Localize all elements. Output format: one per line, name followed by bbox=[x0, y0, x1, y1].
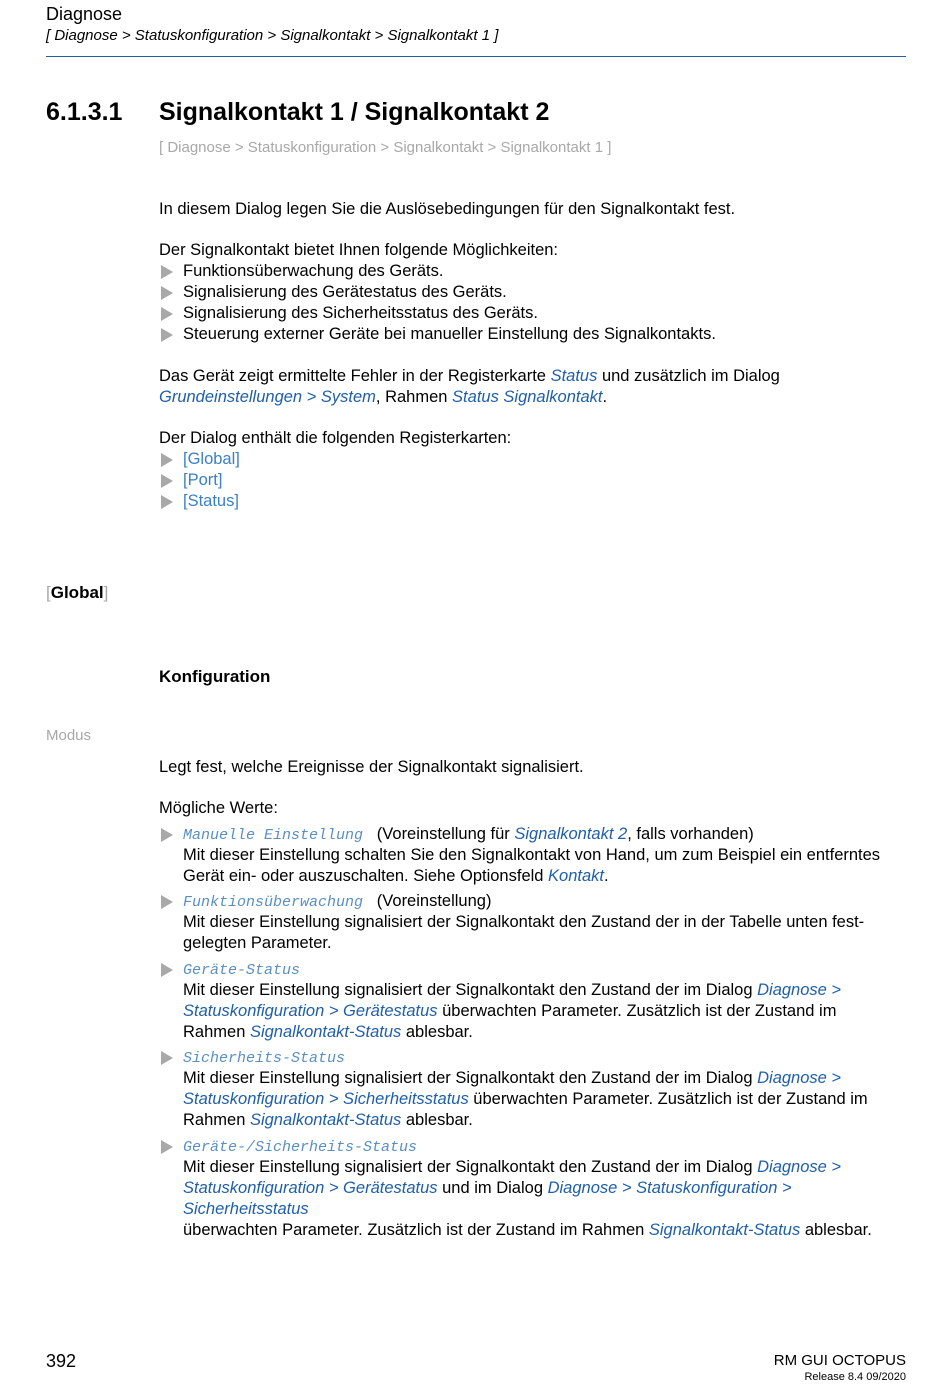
sicherheitsstatus-link[interactable]: Statuskonfiguration > Sicherheitsstatus bbox=[183, 1090, 469, 1108]
signalkontakt-status-link[interactable]: Signalkontakt-Status bbox=[249, 1023, 402, 1041]
section-title: Signalkontakt 1 / Signalkontakt 2 bbox=[159, 98, 550, 126]
modus-description: Legt fest, welche Ereignisse der Signalkontakt signalisiert. bbox=[159, 758, 584, 776]
bullet-triangle-icon bbox=[161, 1140, 173, 1154]
bullet-triangle-icon bbox=[161, 495, 173, 509]
diagnose-link[interactable]: Diagnose > bbox=[757, 981, 842, 999]
running-header-breadcrumb: [ Diagnose > Statuskonfiguration > Signalkontakt > Signalkontakt 1 ] bbox=[46, 27, 499, 44]
bullet-triangle-icon bbox=[161, 1051, 173, 1065]
section-heading bbox=[46, 98, 549, 127]
options-intro: Der Signalkontakt bietet Ihnen folgende Möglichkeiten: bbox=[159, 241, 559, 259]
release-info: Release 8.4 09/2020 bbox=[804, 1371, 906, 1383]
value-description: Mit dieser Einstellung signalisiert der Signalkontakt den Zustand der im Dialog Diagnose > Statuskonfiguration > Gerätestatus und im Dialog Diagnose > Statuskonfiguration > Sicherheitsstatus überwachten Parameter. Zusätzlich ist der Zustand im Rahmen Signalkontakt-Status ablesbar. bbox=[183, 1158, 872, 1239]
value-description: Mit dieser Einstellung signalisiert der Signalkontakt den Zustand der in der Tabelle unten fest- gelegten Parameter. bbox=[183, 913, 865, 952]
status-signalkontakt-link[interactable]: Status Signalkontakt bbox=[452, 388, 603, 406]
status-tab-link[interactable]: Status bbox=[550, 367, 598, 385]
value-description: Mit dieser Einstellung signalisiert der Signalkontakt den Zustand der im Dialog Diagnose > Statuskonfiguration > Sicherheitsstatus überwachten Parameter. Zusätzlich ist der Zustand im Rahmen Signalkontakt-Status ablesbar. bbox=[183, 1069, 868, 1129]
header-divider bbox=[46, 56, 906, 57]
possible-values-label: Mögliche Werte: bbox=[159, 799, 278, 817]
bullet-triangle-icon bbox=[161, 895, 173, 909]
running-header-title: Diagnose bbox=[46, 4, 123, 24]
signalkontakt-status-link[interactable]: Signalkontakt-Status bbox=[249, 1111, 402, 1129]
section-path: [ Diagnose > Statuskonfiguration > Signalkontakt > Signalkontakt 1 ] bbox=[159, 139, 612, 156]
tabs-intro: Der Dialog enthält die folgenden Registerkarten: bbox=[159, 429, 512, 447]
bullet-triangle-icon bbox=[161, 474, 173, 488]
bullet-triangle-icon bbox=[161, 307, 173, 321]
bullet-triangle-icon bbox=[161, 828, 173, 842]
signalkontakt-status-link[interactable]: Signalkontakt-Status bbox=[648, 1221, 801, 1239]
bullet-triangle-icon bbox=[161, 265, 173, 279]
intro-paragraph: In diesem Dialog legen Sie die Auslösebedingungen für den Signalkontakt fest. bbox=[159, 200, 736, 218]
bullet-triangle-icon bbox=[161, 453, 173, 467]
value-description: Mit dieser Einstellung schalten Sie den Signalkontakt von Hand, um zum Beispiel ein entferntes Gerät ein- oder auszuschalten. Siehe Optionsfeld Kontakt. bbox=[183, 846, 881, 885]
geraetestatus-link[interactable]: Statuskonfiguration > Gerätestatus bbox=[183, 1002, 438, 1020]
bullet-triangle-icon bbox=[161, 286, 173, 300]
bullet-triangle-icon bbox=[161, 328, 173, 342]
bullet-triangle-icon bbox=[161, 963, 173, 977]
page-number: 392 bbox=[46, 1351, 77, 1371]
diagnose-link[interactable]: Diagnose > bbox=[757, 1069, 842, 1087]
diagnose-link[interactable]: Diagnose > bbox=[757, 1158, 842, 1176]
modus-label: Modus bbox=[46, 727, 92, 744]
global-heading: [Global] bbox=[46, 583, 109, 602]
product-name: RM GUI OCTOPUS bbox=[773, 1352, 906, 1369]
konfiguration-heading: Konfiguration bbox=[159, 667, 271, 686]
value-description: Mit dieser Einstellung signalisiert der Signalkontakt den Zustand der im Dialog Diagnose > Statuskonfiguration > Gerätestatus überwachten Parameter. Zusätzlich ist der Zustand im Rahmen Signalkontakt-Status ablesbar. bbox=[183, 981, 842, 1041]
errors-paragraph: Das Gerät zeigt ermittelte Fehler in der Registerkarte Status und zusätzlich im Dialog Grundeinstellungen > System, Rahmen Status Signalkontakt. bbox=[159, 367, 780, 406]
kontakt-link[interactable]: Kontakt bbox=[548, 867, 605, 885]
signalkontakt-2-link[interactable]: Signalkontakt 2 bbox=[514, 825, 628, 843]
geraetestatus-link[interactable]: Statuskonfiguration > Gerätestatus bbox=[183, 1179, 438, 1197]
sicherheitsstatus-link[interactable]: Diagnose > Statuskonfiguration > Sicherheitsstatus bbox=[183, 1179, 792, 1218]
section-number: 6.1.3.1 bbox=[46, 98, 123, 126]
system-dialog-link[interactable]: Grundeinstellungen > System bbox=[159, 388, 376, 406]
